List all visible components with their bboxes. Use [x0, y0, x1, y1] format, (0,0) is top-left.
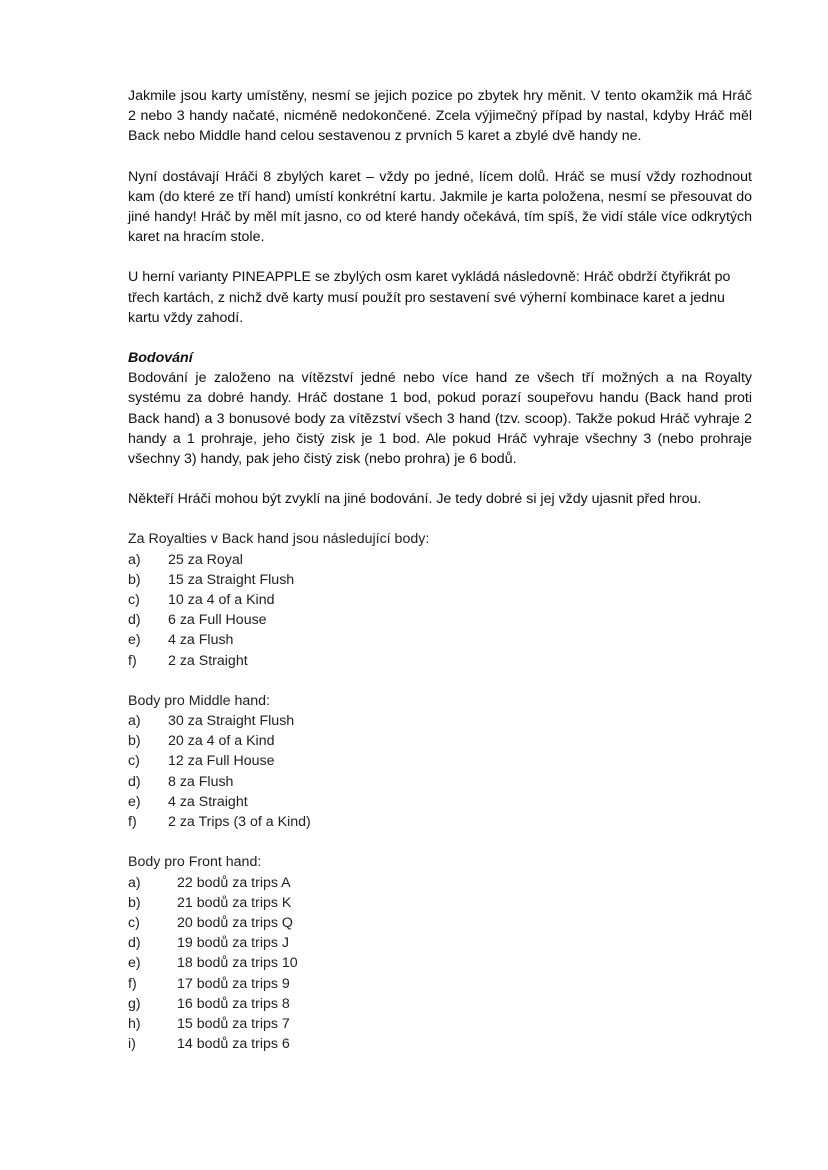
middle-hand-list-title: Body pro Middle hand: [128, 692, 270, 709]
list-item-text: 10 za 4 of a Kind [168, 592, 275, 609]
list-item [128, 751, 752, 771]
list-marker: e) [128, 632, 141, 649]
paragraph-pineapple: U herní varianty PINEAPPLE se zbylých osm karet vykládá následovně: Hráč obdrží čtyřikrát po třech kartách, z nichž dvě karty musí použít pro sestavení své výherní kombinace karet a jednu kartu vždy zahodí. [128, 269, 731, 326]
list-marker: d) [128, 935, 141, 952]
back-hand-royalties-list [128, 550, 752, 671]
list-marker: b) [128, 894, 141, 911]
list-marker: a) [128, 874, 141, 891]
list-marker: i) [128, 1036, 136, 1053]
list-marker: f) [128, 652, 137, 669]
list-item-text: 2 za Trips (3 of a Kind) [168, 814, 311, 831]
document-page [128, 86, 752, 1074]
list-item-text: 16 bodů za trips 8 [177, 995, 290, 1012]
list-marker: b) [128, 571, 141, 588]
list-item-text: 21 bodů za trips K [177, 894, 292, 911]
list-item-text: 4 za Flush [168, 632, 234, 649]
list-item [128, 651, 752, 671]
list-item [128, 953, 752, 973]
list-item [128, 772, 752, 792]
list-item [128, 1014, 752, 1034]
list-marker: d) [128, 773, 141, 790]
list-item [128, 550, 752, 570]
list-marker: a) [128, 713, 141, 730]
list-marker: h) [128, 1015, 141, 1032]
list-item-text: 4 za Straight [168, 793, 248, 810]
paragraph-scoring: Bodování je založeno na vítězství jedné nebo více hand ze všech tří možných a na Royalty systému za dobré handy. Hráč dostane 1 bod, pokud porazí soupeřovu handu (Back hand proti Back hand) a 3 bonusové body za vítězství všech 3 hand (tzv. scoop). Takže pokud Hráč vyhraje 2 handy a 1 prohraje, jeho čistý zisk je 1 bod. Ale pokud Hráč vyhraje všechny 3 (nebo prohraje všechny 3) handy, pak jeho čistý zisk (nebo prohra) je 6 bodů. [128, 370, 752, 468]
list-item-text: 2 za Straight [168, 652, 248, 669]
list-item [128, 1034, 752, 1054]
paragraph-remaining-cards: Nyní dostávají Hráči 8 zbylých karet – vždy po jedné, lícem dolů. Hráč se musí vždy rozhodnout kam (do které ze tří hand) umístí konkrétní kartu. Jakmile je karta položena, nesmí se přesouvat do jiné handy! Hráč by měl mít jasno, co od které handy očekává, tím spíš, že vidí stále více odkrytých karet na hracím stole. [128, 168, 752, 246]
list-item [128, 630, 752, 650]
list-marker: c) [128, 753, 140, 770]
list-marker: c) [128, 592, 140, 609]
back-hand-list-title: Za Royalties v Back hand jsou následující body: [128, 531, 430, 548]
section-heading-scoring: Bodování [128, 350, 193, 367]
list-marker: b) [128, 733, 141, 750]
list-item-text: 20 za 4 of a Kind [168, 733, 275, 750]
list-item [128, 610, 752, 630]
list-marker: d) [128, 612, 141, 629]
list-item-text: 19 bodů za trips J [177, 935, 289, 952]
list-item [128, 933, 752, 953]
list-marker: c) [128, 914, 140, 931]
middle-hand-royalties-list [128, 711, 752, 832]
paragraph-card-placement: Jakmile jsou karty umístěny, nesmí se jejich pozice po zbytek hry měnit. V tento okamžik má Hráč 2 nebo 3 handy načaté, nicméně nedokončené. Zcela výjimečný případ by nastal, kdyby Hráč měl Back nebo Middle hand celou sestavenou z prvních 5 karet a zbylé dvě handy ne. [128, 88, 752, 145]
list-item [128, 893, 752, 913]
list-item-text: 18 bodů za trips 10 [177, 955, 298, 972]
list-marker: f) [128, 814, 137, 831]
front-hand-royalties-list [128, 873, 752, 1055]
list-item [128, 873, 752, 893]
list-item-text: 15 za Straight Flush [168, 571, 295, 588]
list-item [128, 974, 752, 994]
list-item-text: 30 za Straight Flush [168, 713, 295, 730]
list-item [128, 570, 752, 590]
list-item [128, 994, 752, 1014]
list-item-text: 20 bodů za trips Q [177, 914, 293, 931]
list-marker: a) [128, 551, 141, 568]
list-item-text: 14 bodů za trips 6 [177, 1036, 290, 1053]
list-marker: f) [128, 975, 137, 992]
list-item [128, 590, 752, 610]
list-item-text: 25 za Royal [168, 551, 243, 568]
list-item-text: 8 za Flush [168, 773, 234, 790]
list-item [128, 731, 752, 751]
list-item-text: 17 bodů za trips 9 [177, 975, 290, 992]
paragraph-scoring-note: Někteří Hráči mohou být zvyklí na jiné bodování. Je tedy dobré si jej vždy ujasnit před hrou. [128, 491, 702, 508]
list-marker: e) [128, 793, 141, 810]
list-item-text: 15 bodů za trips 7 [177, 1015, 290, 1032]
list-item [128, 711, 752, 731]
list-marker: g) [128, 995, 141, 1012]
front-hand-list-title: Body pro Front hand: [128, 854, 262, 871]
list-item-text: 12 za Full House [168, 753, 275, 770]
list-item [128, 812, 752, 832]
list-item [128, 913, 752, 933]
list-item [128, 792, 752, 812]
list-item-text: 22 bodů za trips A [177, 874, 291, 891]
list-marker: e) [128, 955, 141, 972]
list-item-text: 6 za Full House [168, 612, 267, 629]
